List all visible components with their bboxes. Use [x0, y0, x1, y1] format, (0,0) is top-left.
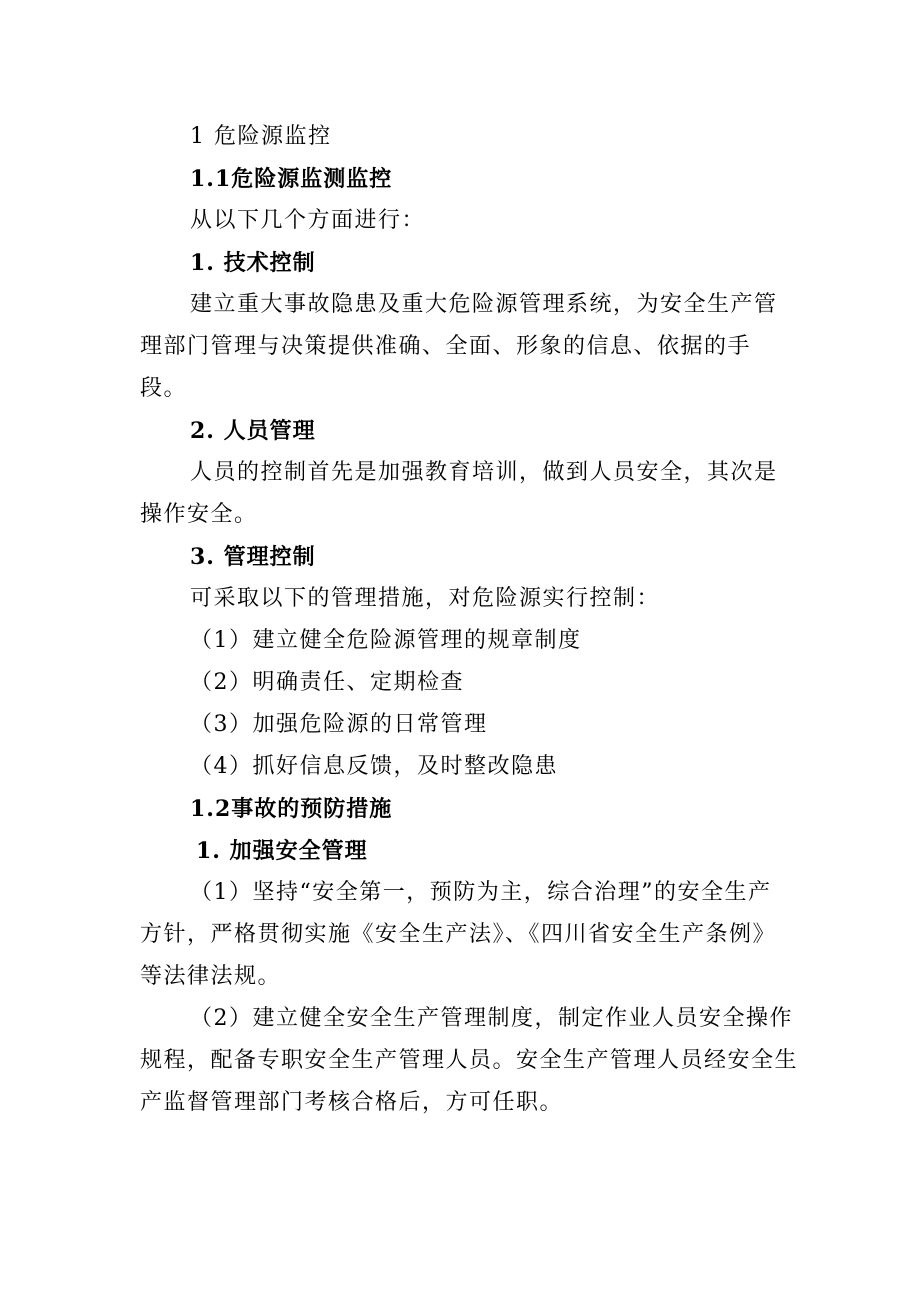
paragraph-line: 人员的控制首先是加强教育培训，做到人员安全，其次是	[190, 460, 778, 485]
heading-personnel-management: 2. 人员管理	[190, 418, 316, 444]
list-item: （3）加强危险源的日常管理	[190, 712, 488, 737]
paragraph-line: 理部门管理与决策提供准确、全面、形象的信息、依据的手	[140, 334, 752, 359]
list-item: （1）建立健全危险源管理的规章制度	[190, 628, 582, 653]
heading-management-control: 3. 管理控制	[190, 544, 316, 570]
list-item: （4）抓好信息反馈，及时整改隐患	[190, 754, 558, 779]
paragraph-line: （2）建立健全安全生产管理制度，制定作业人员安全操作	[190, 1006, 793, 1031]
paragraph-line: 段。	[140, 376, 188, 401]
subsection-title-monitoring: 1.1危险源监测监控	[190, 166, 393, 192]
heading-technical-control: 1. 技术控制	[190, 250, 316, 276]
paragraph-line: 建立重大事故隐患及重大危险源管理系统，为安全生产管	[190, 292, 778, 317]
intro-paragraph: 从以下几个方面进行：	[190, 208, 426, 233]
heading-safety-management: 1. 加强安全管理	[196, 838, 368, 864]
paragraph-line: 等法律法规。	[140, 964, 282, 989]
paragraph-line: 产监督管理部门考核合格后，方可任职。	[140, 1090, 564, 1115]
paragraph-line: 可采取以下的管理措施，对危险源实行控制：	[190, 586, 661, 611]
paragraph-line: 操作安全。	[140, 502, 258, 527]
section-title: 1 危险源监控	[190, 124, 332, 149]
subsection-title-prevention: 1.2事故的预防措施	[190, 796, 393, 822]
paragraph-line: 规程，配备专职安全生产管理人员。安全生产管理人员经安全生	[140, 1048, 799, 1073]
list-item: （2）明确责任、定期检查	[190, 670, 464, 695]
paragraph-line: （1）坚持“安全第一，预防为主，综合治理”的安全生产	[190, 880, 772, 905]
paragraph-line: 方针，严格贯彻实施《安全生产法》、《四川省安全生产条例》	[140, 922, 777, 947]
